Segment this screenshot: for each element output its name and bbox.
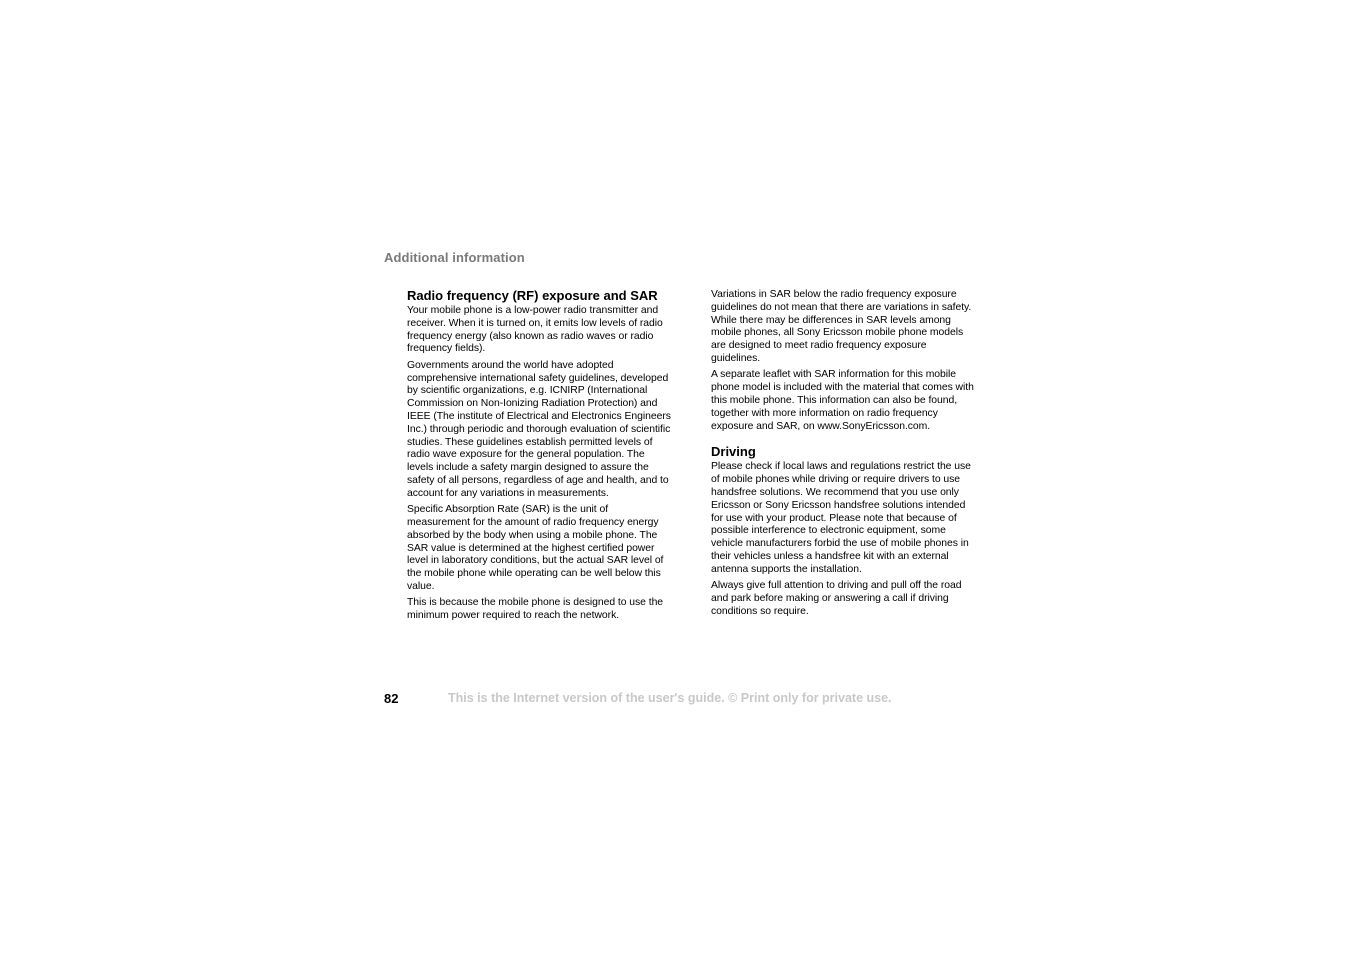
sar-paragraph-1: Variations in SAR below the radio frequency exposure guidelines do not mean that there are variations in safety. While there may be differences in SAR levels among mobile phones, all Sony Ericsson mobile phone models are designed to meet radio frequency exposure guidelines. bbox=[711, 289, 972, 364]
left-column bbox=[407, 289, 671, 627]
rf-paragraph-3: Specific Absorption Rate (SAR) is the unit of measurement for the amount of radio frequency energy absorbed by the body when using a mobile phone. The SAR value is determined at the highest certified power level in laboratory conditions, but the actual SAR level of the mobile phone while operating can be well below this value. bbox=[407, 504, 664, 592]
driving-heading: Driving bbox=[711, 444, 756, 460]
footer-note: This is the Internet version of the user's guide. © Print only for private use. bbox=[448, 691, 892, 705]
rf-paragraph-1: Your mobile phone is a low-power radio transmitter and receiver. When it is turned on, it emits low levels of radio frequency energy (also known as radio waves or radio frequency fields). bbox=[407, 305, 663, 355]
rf-exposure-heading: Radio frequency (RF) exposure and SAR bbox=[407, 288, 658, 303]
driving-paragraph-2: Always give full attention to driving and pull off the road and park before making or answering a call if driving conditions so require. bbox=[711, 580, 962, 617]
rf-paragraph-4: This is because the mobile phone is designed to use the minimum power required to reach the network. bbox=[407, 597, 664, 622]
section-title: Additional information bbox=[384, 250, 525, 265]
sar-paragraph-2: A separate leaflet with SAR information for this mobile phone model is included with the material that comes with this mobile phone. This information can also be found, together with more information on radio frequency exposure and SAR, on www.SonyEricsson.com. bbox=[711, 369, 974, 432]
page-number: 82 bbox=[384, 691, 399, 706]
right-column bbox=[711, 289, 975, 622]
rf-paragraph-2: Governments around the world have adopted comprehensive international safety guidelines, developed by scientific organizations, e.g. ICNIRP (International Commission on Non-Ionizing Radiation Protection) and IEEE (The institute of Electrical and Electronics Engineers Inc.) through periodic and thorough evaluation of scientific studies. These guidelines establish permitted levels of radio wave exposure for the general population. The levels include a safety margin designed to assure the safety of all persons, regardless of age and health, and to account for any variations in measurements. bbox=[407, 359, 671, 499]
driving-paragraph-1: Please check if local laws and regulations restrict the use of mobile phones while driving or require drivers to use handsfree solutions. We recommend that you use only Ericsson or Sony Ericsson handsfree solutions intended for use with your product. Please note that because of possible interference to electronic equipment, some vehicle manufacturers forbid the use of mobile phones in their vehicles unless a handsfree kit with an external antenna supports the installation. bbox=[711, 461, 971, 575]
